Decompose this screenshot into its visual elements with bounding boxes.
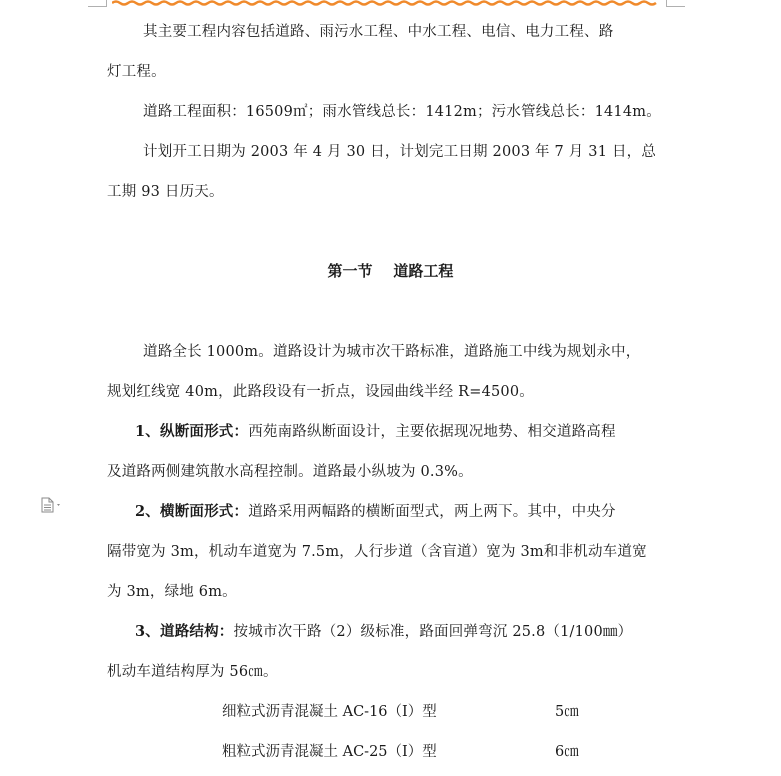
item2-line1: [135, 502, 695, 522]
item1-text: 西苑南路纵断面设计，主要依据现况地势、相交道路高程: [248, 424, 616, 440]
item3-line1: [135, 622, 695, 642]
para1-line2: 灯工程。: [107, 64, 166, 80]
para1-line1: 其主要工程内容包括道路、雨污水工程、中水工程、电信、电力工程、路: [143, 24, 614, 40]
item3-label: 3、道路结构：: [135, 623, 234, 640]
para3-line1: 计划开工日期为 2003 年 4 月 30 日，计划完工日期 2003 年 7 月 31 日，总: [143, 144, 657, 160]
item1-line2: 及道路两侧建筑散水高程控制。道路最小纵坡为 0.3%。: [107, 464, 473, 480]
spellcheck-squiggle: [112, 0, 662, 6]
section-heading: 第一节 道路工程: [327, 262, 454, 280]
item2-line3: 为 3m，绿地 6m。: [107, 584, 237, 600]
item1-line1: [135, 422, 695, 442]
road-line1: 道路全长 1000m。道路设计为城市次干路标准，道路施工中线为规划永中，: [143, 344, 641, 360]
road-line2: 规划红线宽 40m，此路段设有一折点，设园曲线半经 R=4500。: [107, 384, 534, 400]
item2-label: 2、横断面形式：: [135, 503, 249, 520]
item3-text: 按城市次干路（2）级标准，路面回弹弯沉 25.8（1/100㎜）: [233, 624, 633, 640]
layer-name: 细粒式沥青混凝土 AC-16（Ⅰ）型: [222, 704, 437, 720]
margin-corner-right: [666, 0, 685, 7]
margin-corner-left: [88, 0, 107, 7]
item3-line2: 机动车道结构厚为 56㎝。: [107, 664, 278, 680]
item2-text: 道路采用两幅路的横断面型式，两上两下。其中，中央分: [248, 504, 616, 520]
layer-thickness: 6㎝: [555, 744, 579, 760]
layer-thickness: 5㎝: [555, 704, 579, 720]
item1-label: 1、纵断面形式：: [135, 423, 249, 440]
layer-name: 粗粒式沥青混凝土 AC-25（Ⅰ）型: [222, 744, 437, 760]
para2-line1: 道路工程面积：16509㎡；雨水管线总长：1412m；污水管线总长：1414m。: [143, 104, 661, 120]
para3-line2: 工期 93 日历天。: [107, 184, 224, 200]
item2-line2: 隔带宽为 3m，机动车道宽为 7.5m，人行步道（含盲道）宽为 3m和非机动车道宽: [107, 544, 647, 560]
document-icon[interactable]: [41, 497, 63, 513]
